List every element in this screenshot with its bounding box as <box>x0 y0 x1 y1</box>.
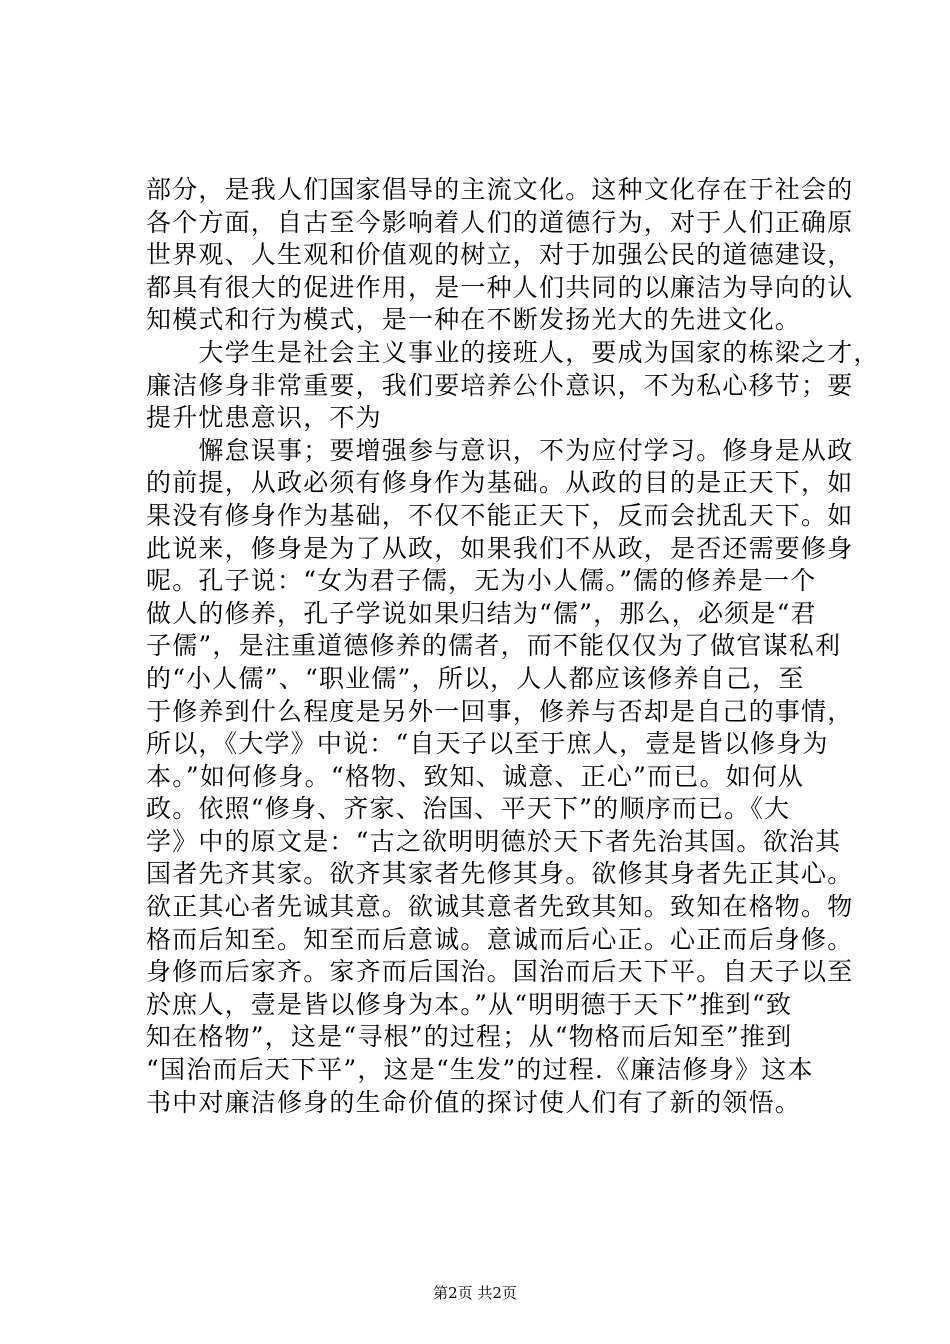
text-line: “国治而后天下平”，这是“生发”的过程.《廉洁修身》这本 <box>146 1055 814 1085</box>
text-line: 书中对廉洁修身的生命价值的探讨使人们有了新的领悟。 <box>146 1087 802 1117</box>
text-line: 格而后知至。知至而后意诚。意诚而后心正。心正而后身修。 <box>146 924 854 954</box>
text-line: 国者先齐其家。欲齐其家者先修其身。欲修其身者先正其心。 <box>146 859 854 889</box>
text-line: 各个方面，自古至今影响着人们的道德行为，对于人们正确原 <box>146 207 854 237</box>
text-line: 大学生是社会主义事业的接班人，要成为国家的栋梁之才， <box>146 337 880 367</box>
text-line: 知在格物”，这是“寻根”的过程；从“物格而后知至”推到 <box>146 1022 793 1052</box>
text-line: 于修养到什么程度是另外一回事，修养与否却是自己的事情， <box>146 696 854 726</box>
text-line: 世界观、人生观和价值观的树立，对于加强公民的道德建设， <box>146 240 854 270</box>
text-line: 廉洁修身非常重要，我们要培养公仆意识，不为私心移节；要 <box>146 370 854 400</box>
text-line: 身修而后家齐。家齐而后国治。国治而后天下平。自天子以至 <box>146 957 854 987</box>
text-line: 呢。孔子说：“女为君子儒，无为小人儒。”儒的修养是一个 <box>146 566 817 596</box>
text-line: 政。依照“修身、齐家、治国、平天下”的顺序而已。《大 <box>146 794 791 824</box>
text-line: 所以，《大学》中说：“自天子以至于庶人，壹是皆以修身为 <box>146 729 829 759</box>
text-line: 部分，是我人们国家倡导的主流文化。这种文化存在于社会的 <box>146 175 854 204</box>
body-text <box>146 174 880 1119</box>
text-line: 此说来，修身是为了从政，如果我们不从政，是否还需要修身 <box>146 533 854 563</box>
text-line: 欲正其心者先诚其意。欲诚其意者先致其知。致知在格物。物 <box>146 892 854 922</box>
text-line: 於庶人，壹是皆以修身为本。”从“明明德于天下”推到“致 <box>146 989 793 1019</box>
text-line: 都具有很大的促进作用，是一种人们共同的以廉洁为导向的认 <box>146 272 854 302</box>
text-line: 学》中的原文是：“古之欲明明德於天下者先治其国。欲治其 <box>146 826 842 856</box>
text-line: 知模式和行为模式，是一种在不断发扬光大的先进文化。 <box>146 305 802 335</box>
text-line: 的前提，从政必须有修身作为基础。从政的目的是正天下，如 <box>146 468 854 498</box>
text-line: 做人的修养，孔子学说如果归结为“儒”，那么，必须是“君 <box>146 598 817 628</box>
text-line: 子儒”，是注重道德修养的儒者，而不能仅仅为了做官谋私利 <box>146 631 842 661</box>
page-number-footer: 第2页 共2页 <box>433 1284 517 1302</box>
text-line: 懈怠误事；要增强参与意识，不为应付学习。修身是从政 <box>146 435 854 465</box>
text-line: 本。”如何修身。“格物、致知、诚意、正心”而已。如何从 <box>146 761 805 791</box>
text-line: 的“小人儒”、“职业儒”，所以，人人都应该修养自己，至 <box>146 663 805 693</box>
text-line: 提升忧患意识，不为 <box>146 403 382 433</box>
text-line: 果没有修身作为基础，不仅不能正天下，反而会扰乱天下。如 <box>146 500 854 530</box>
